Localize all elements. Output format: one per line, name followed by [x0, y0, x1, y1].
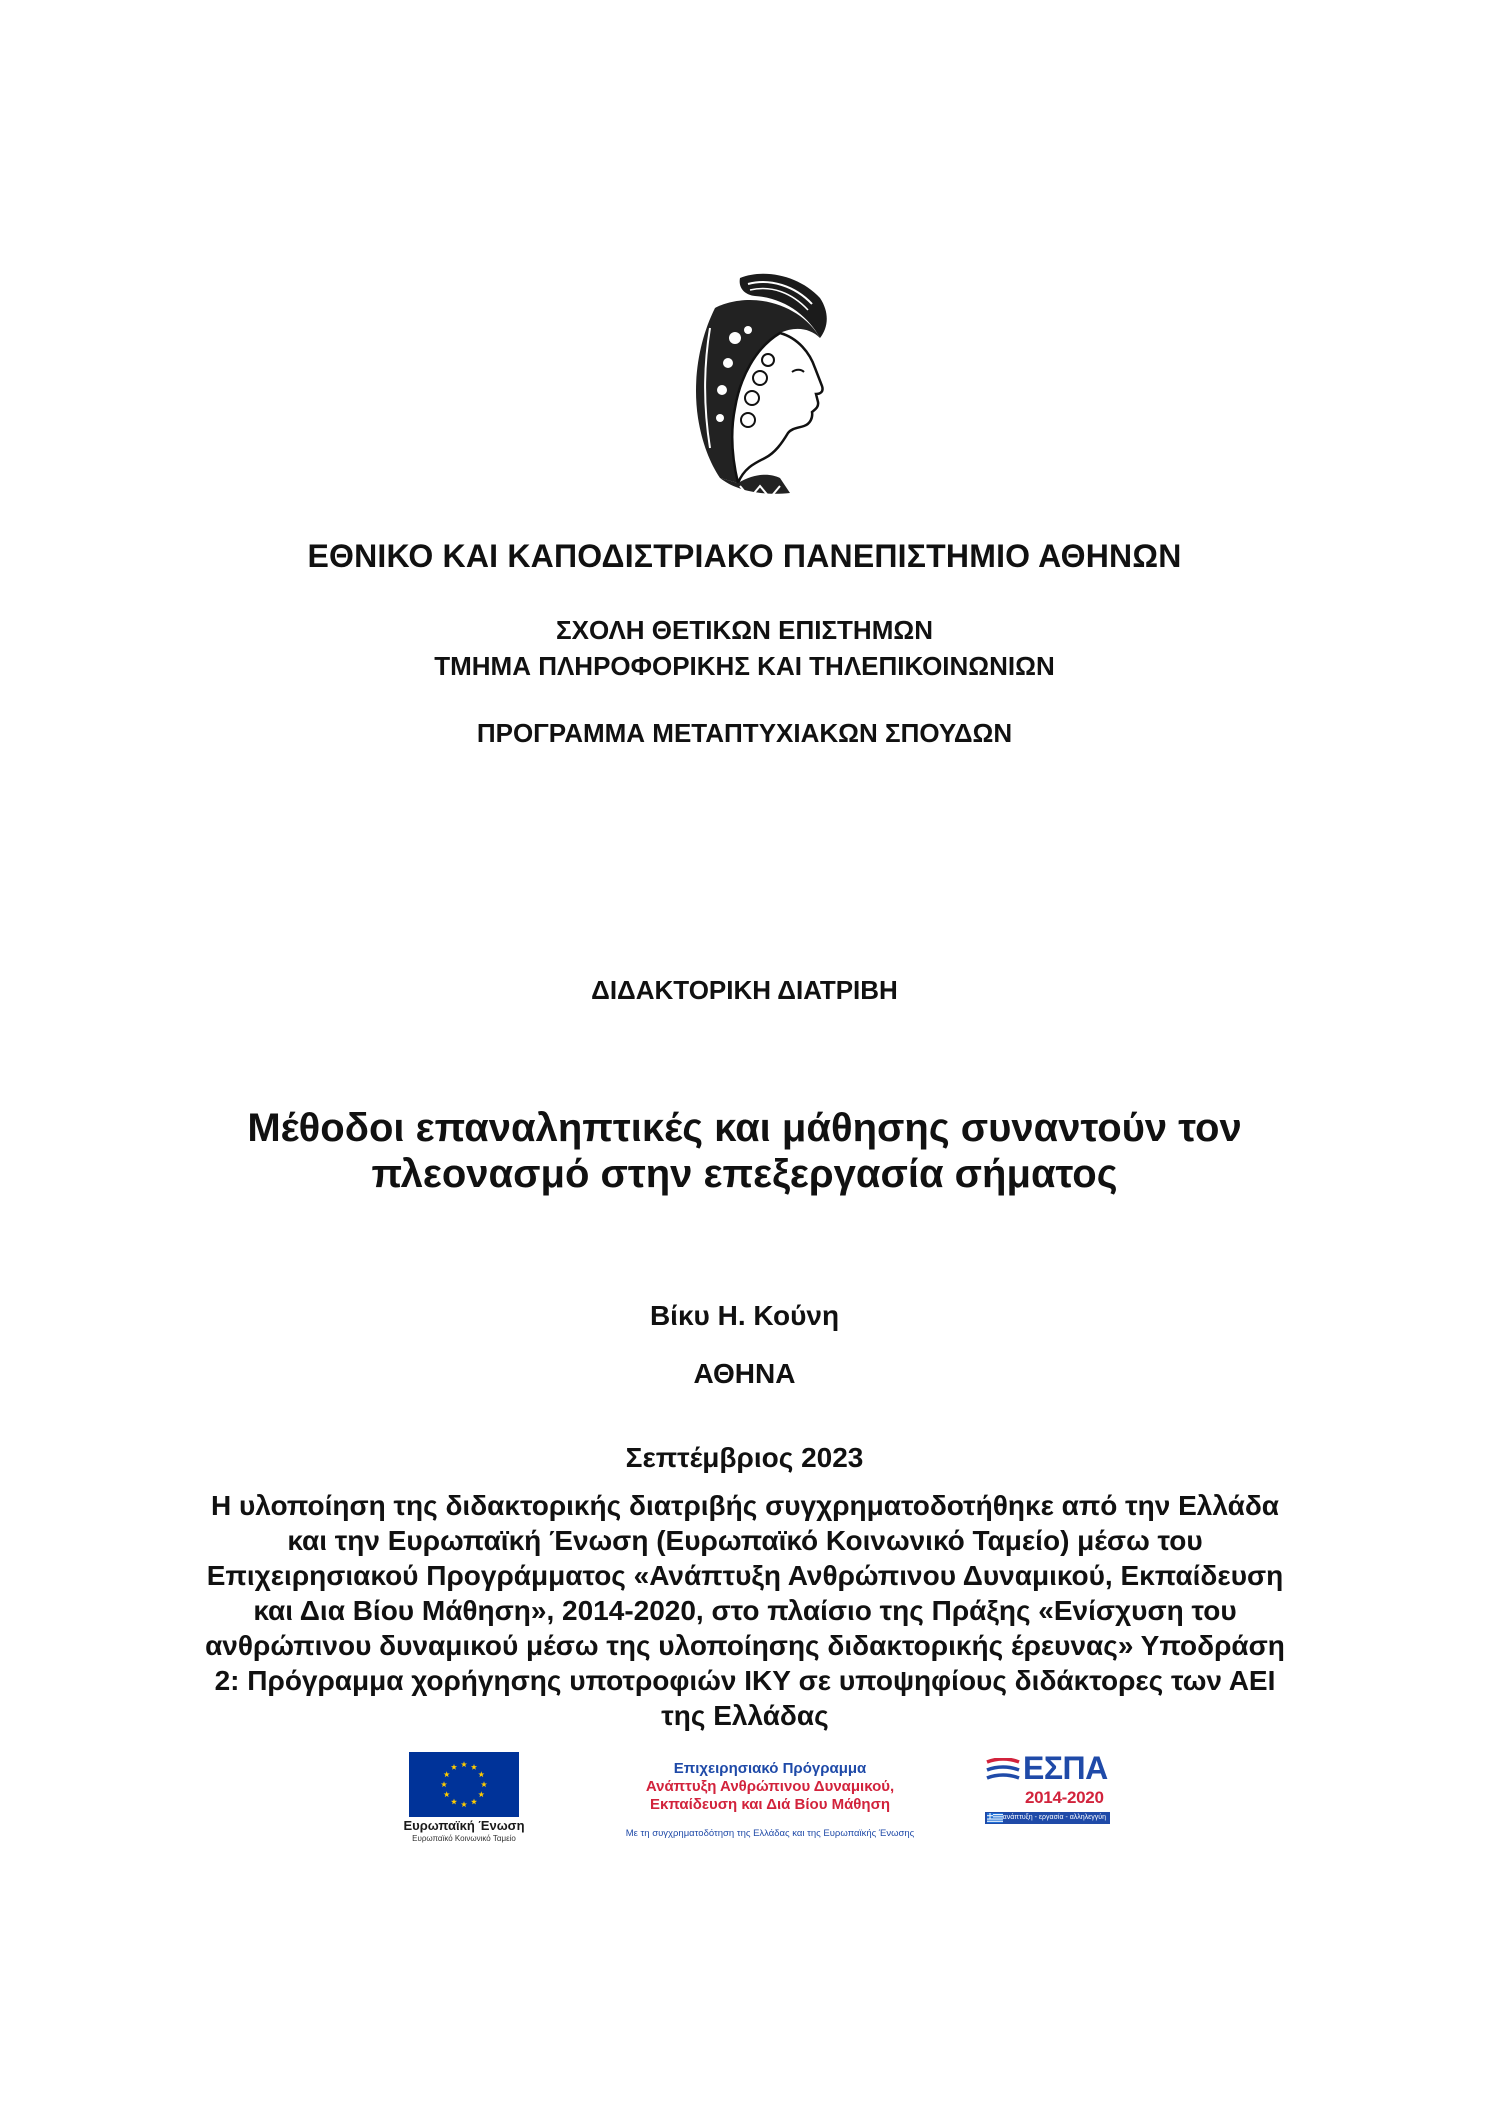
funding-line: Επιχειρησιακού Προγράμματος «Ανάπτυξη Ανθρώπινου Δυναμικού, Εκπαίδευση — [206, 1560, 1284, 1591]
athena-crest-icon — [680, 268, 835, 503]
espa-logo — [985, 1752, 1110, 1824]
thesis-title-line-2: πλεονασμό στην επεξεργασία σήματος — [371, 1152, 1118, 1196]
university-crest — [680, 268, 835, 503]
op-cofunding-note: Με τη συγχρηματοδότηση της Ελλάδας και της Ευρωπαϊκής Ένωσης — [625, 1828, 915, 1839]
funding-line: ανθρώπινου δυναμικού μέσω της υλοποίησης διδακτορικής έρευνας» Υποδράση — [205, 1630, 1285, 1661]
document-type: ΔΙΔΑΚΤΟΡΙΚΗ ΔΙΑΤΡΙΒΗ — [591, 975, 898, 1005]
op-subtitle-2: Εκπαίδευση και Διά Βίου Μάθηση — [649, 1796, 891, 1813]
eu-logo — [403, 1752, 525, 1844]
thesis-title — [0, 1105, 1489, 1197]
eu-fund-name: Ευρωπαϊκό Κοινωνικό Ταμείο — [412, 1834, 516, 1843]
author-name: Βίκυ Η. Κούνη — [649, 1300, 840, 1331]
funding-line: της Ελλάδας — [661, 1700, 829, 1731]
university-name: ΕΘΝΙΚΟ ΚΑΙ ΚΑΠΟΔΙΣΤΡΙΑΚΟ ΠΑΝΕΠΙΣΤΗΜΙΟ ΑΘΗΝΩΝ — [307, 538, 1182, 574]
greek-flag-icon — [987, 1813, 1003, 1823]
funding-line: 2: Πρόγραμμα χορήγησης υποτροφιών ΙΚΥ σε υποψηφίους διδάκτορες των ΑΕΙ — [214, 1665, 1276, 1696]
city: ΑΘΗΝΑ — [693, 1358, 796, 1389]
espa-years: 2014-2020 — [1025, 1788, 1104, 1807]
eu-flag-icon — [409, 1752, 519, 1817]
funding-line: και Δια Βίου Μάθηση», 2014-2020, στο πλαίσιο της Πράξης «Ενίσχυση του — [253, 1595, 1237, 1626]
op-title: Επιχειρησιακό Πρόγραμμα — [673, 1760, 867, 1777]
thesis-title-line-1: Μέθοδοι επαναληπτικές και μάθησης συναντούν τον — [247, 1106, 1242, 1150]
school-name: ΣΧΟΛΗ ΘΕΤΙΚΩΝ ΕΠΙΣΤΗΜΩΝ — [556, 615, 933, 645]
espa-tagline: ανάπτυξη - εργασία - αλληλεγγύη — [985, 1812, 1110, 1824]
date: Σεπτέμβριος 2023 — [625, 1442, 864, 1473]
operational-programme-logo — [600, 1760, 940, 1860]
school-department — [0, 612, 1489, 684]
program-name: ΠΡΟΓΡΑΜΜΑ ΜΕΤΑΠΤΥΧΙΑΚΩΝ ΣΠΟΥΔΩΝ — [476, 718, 1013, 748]
funding-statement — [170, 1488, 1320, 1733]
department-name: ΤΜΗΜΑ ΠΛΗΡΟΦΟΡΙΚΗΣ ΚΑΙ ΤΗΛΕΠΙΚΟΙΝΩΝΙΩΝ — [434, 651, 1055, 681]
espa-stripes-icon — [985, 1758, 1021, 1784]
eu-name: Ευρωπαϊκή Ένωση — [403, 1818, 525, 1833]
op-subtitle-1: Ανάπτυξη Ανθρώπινου Δυναμικού, — [645, 1778, 895, 1795]
funding-line: και την Ευρωπαϊκή Ένωση (Ευρωπαϊκό Κοινωνικό Ταμείο) μέσω του — [287, 1525, 1203, 1556]
funding-line: Η υλοποίηση της διδακτορικής διατριβής συγχρηματοδοτήθηκε από την Ελλάδα — [210, 1490, 1280, 1521]
espa-title: ΕΣΠΑ — [1023, 1750, 1108, 1786]
